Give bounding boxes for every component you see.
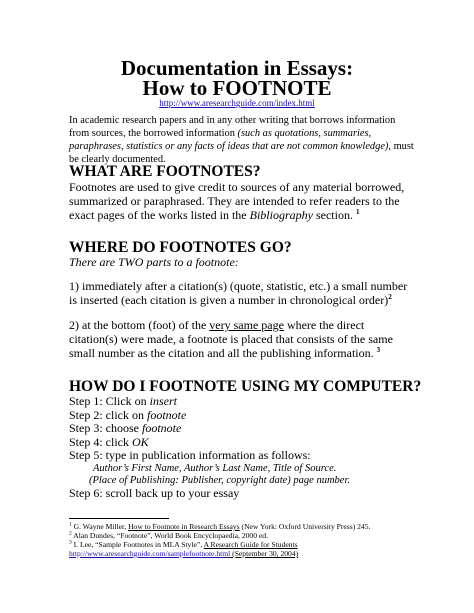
page-title: Documentation in Essays: bbox=[120, 56, 354, 80]
footnote-separator bbox=[69, 518, 169, 519]
where-part-2: 2) at the bottom (foot) of the very same page where the direct citation(s) were made, a footnote is placed that consists of the same small number as the citation and all the publishing information. $^3$ bbox=[69, 318, 393, 360]
page-subtitle: How to FOOTNOTE bbox=[142, 76, 332, 100]
step-2: Step 2: click on footnote bbox=[69, 407, 187, 422]
footnote-ref-3: 3 bbox=[376, 346, 381, 354]
footnote-3: $^3$ I. Lee, “Sample Footnotes in MLA Style”, A Research Guide for Students bbox=[69, 539, 298, 549]
sample-footnote-link[interactable]: http://www.aresearchguide.com/samplefootnote.html bbox=[69, 549, 231, 558]
footnote-ref-1: 1 bbox=[355, 208, 360, 216]
bibliography-term: Bibliography bbox=[249, 208, 313, 222]
where-subheading: There are TWO parts to a footnote: bbox=[69, 255, 239, 269]
step-5-format-line-1: Author’s First Name, Author’s Last Name, Title of Source. bbox=[93, 462, 337, 474]
step-5-format-line-2: (Place of Publishing: Publisher, copyright date) page number. bbox=[89, 474, 350, 486]
very-same-page-text: very same page bbox=[209, 318, 284, 332]
source-url-link[interactable]: http://www.aresearchguide.com/index.html bbox=[159, 98, 315, 108]
where-part-1: 1) immediately after a citation(s) (quote, statistic, etc.) a small number is inserted (each citation is given a number in chronological order)$^2$ bbox=[69, 279, 408, 307]
section-heading-what: WHAT ARE FOOTNOTES? bbox=[69, 163, 261, 180]
step-3: Step 3: choose footnote bbox=[69, 421, 182, 436]
step-6: Step 6: scroll back up to your essay bbox=[69, 485, 240, 500]
footnote-2: $^2$ Alan Dundes, “Footnote”, World Book Encyclopaedia, 2000 ed. bbox=[69, 530, 268, 540]
section-heading-how: HOW DO I FOOTNOTE USING MY COMPUTER? bbox=[69, 378, 422, 395]
steps-list bbox=[69, 395, 350, 501]
what-paragraph: Footnotes are used to give credit to sources of any material borrowed, summarized or paraphrased. They are intended to refer readers to the exact pages of the works listed in the Bibliography section. $^1$ bbox=[69, 180, 405, 222]
footnote-ref-2: 2 bbox=[388, 293, 392, 301]
footnote-1: $^1$ G. Wayne Miller, How to Footnote in Research Essays (New York: Oxford University Press) 245. bbox=[69, 521, 371, 531]
intro-paragraph: In academic research papers and in any other writing that borrows information from sources, the borrowed information (such as quotations, summaries, paraphrases, statistics or any facts of ideas that are not common knowledge), must be clearly documented. bbox=[69, 115, 414, 165]
section-heading-where: WHERE DO FOOTNOTES GO? bbox=[69, 239, 292, 256]
step-5: Step 5: type in publication information as follows: bbox=[69, 448, 311, 463]
step-1: Step 1: Click on insert bbox=[69, 394, 178, 408]
step-4: Step 4: click OK bbox=[69, 434, 149, 449]
intro-italic-text: (such as quotations, summaries, paraphrases, statistics or any facts of ideas that are not common knowledge) bbox=[69, 128, 389, 152]
footnote-3-continued: http://www.aresearchguide.com/samplefootnote.html (September 30, 2004) bbox=[69, 549, 299, 558]
